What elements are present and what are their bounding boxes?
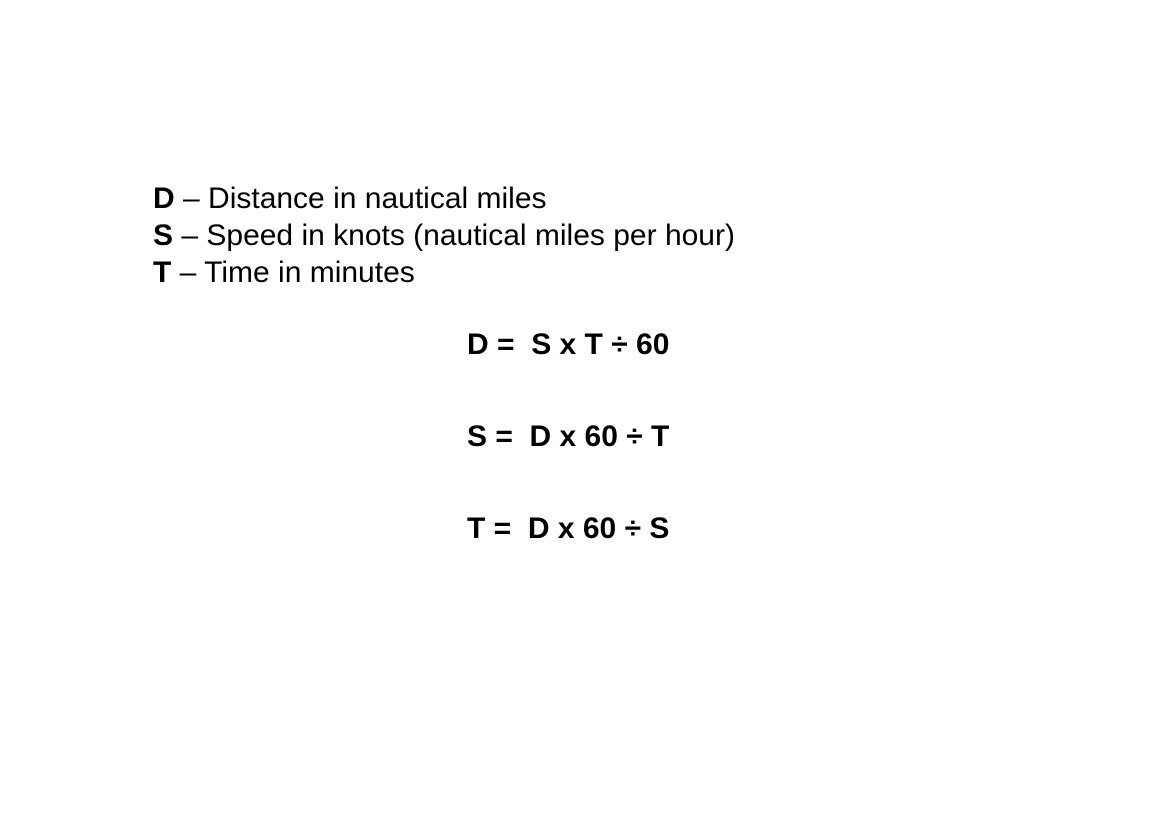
- definition-text: – Time in minutes: [171, 256, 415, 289]
- definition-letter: T: [153, 256, 172, 289]
- formula-time: T = D x 60 ÷ S: [467, 512, 670, 545]
- definitions-list: [153, 180, 735, 291]
- definition-speed: [153, 217, 735, 254]
- formula-speed: S = D x 60 ÷ T: [467, 420, 670, 453]
- definition-time: [153, 254, 735, 291]
- definition-letter: D: [153, 182, 175, 215]
- formula-distance: D = S x T ÷ 60: [467, 328, 670, 361]
- definition-distance: [153, 180, 735, 217]
- formulas-block: [467, 326, 669, 602]
- definition-text: – Distance in nautical miles: [174, 182, 547, 215]
- definition-text: – Speed in knots (nautical miles per hour): [173, 219, 735, 252]
- definition-letter: S: [153, 219, 174, 252]
